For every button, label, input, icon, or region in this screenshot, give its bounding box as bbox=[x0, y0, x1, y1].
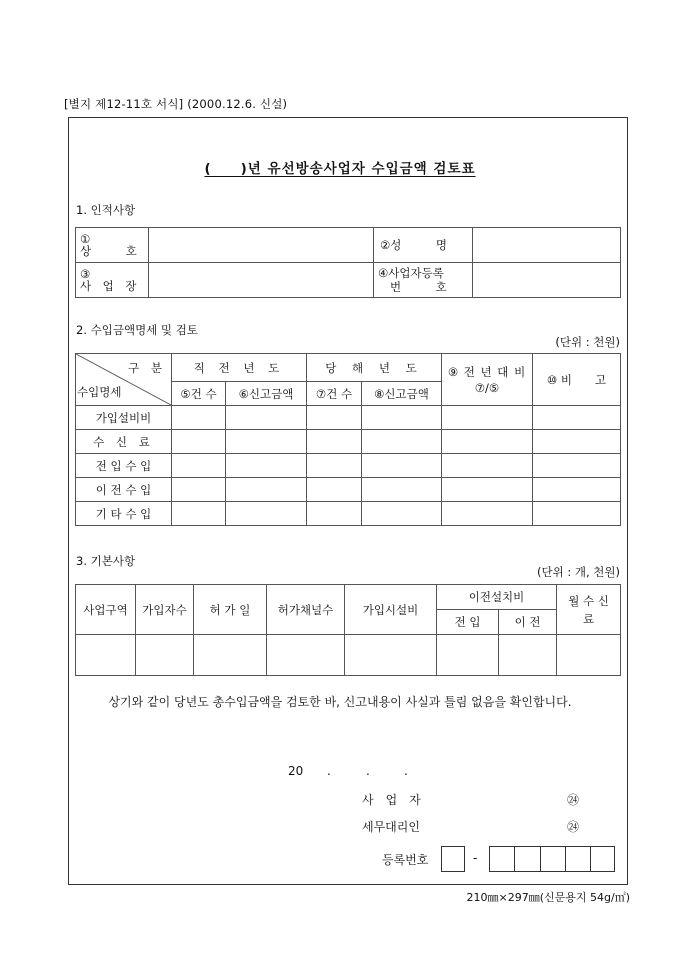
date-dot: . bbox=[327, 764, 331, 778]
subheader-curr-amount: ⑧신고금액 bbox=[362, 382, 442, 406]
reg-number-box[interactable] bbox=[489, 846, 515, 872]
basic-info-table bbox=[75, 584, 621, 676]
label-owner-name: ②성 명 bbox=[374, 228, 473, 263]
input-cell[interactable] bbox=[533, 406, 621, 430]
subheader-transfer-in: 전 입 bbox=[437, 610, 499, 635]
subheader-curr-count: ⑦건 수 bbox=[307, 382, 362, 406]
corner-bottom-label: 수입명세 bbox=[77, 385, 122, 399]
date-dot: . bbox=[404, 764, 408, 778]
table-row bbox=[76, 635, 621, 676]
date-dot: . bbox=[366, 764, 370, 778]
header-subscribers: 가입자수 bbox=[136, 585, 194, 635]
reg-number-label: 등록번호 bbox=[382, 853, 429, 867]
input-cell[interactable] bbox=[226, 478, 307, 502]
section3-unit: (단위 : 개, 천원) bbox=[536, 565, 620, 579]
header-yoy-ratio bbox=[442, 354, 533, 406]
input-cell[interactable] bbox=[172, 502, 226, 526]
paper-spec-footer: 210㎜×297㎜(신문용지 54g/㎡) bbox=[466, 891, 630, 904]
label-text: 사 업 장 bbox=[80, 279, 137, 293]
row-label: 이 전 수 입 bbox=[76, 478, 172, 502]
header-text: 료 bbox=[582, 611, 595, 626]
label-text: ④사업자등록 bbox=[378, 266, 444, 280]
label-text: 상 호 bbox=[80, 244, 137, 258]
input-cell[interactable] bbox=[226, 502, 307, 526]
header-current-year: 당 해 년 도 bbox=[307, 354, 442, 382]
input-cell[interactable] bbox=[307, 478, 362, 502]
input-cell[interactable] bbox=[442, 454, 533, 478]
input-cell[interactable] bbox=[362, 430, 442, 454]
header-text: ⑦/⑤ bbox=[474, 380, 500, 395]
corner-top-label: 구 분 bbox=[128, 361, 166, 375]
header-transfer-install-fee: 이전설치비 bbox=[437, 585, 557, 610]
input-cell[interactable] bbox=[307, 430, 362, 454]
input-cell[interactable] bbox=[172, 406, 226, 430]
input-cell[interactable] bbox=[533, 478, 621, 502]
input-cell[interactable] bbox=[362, 502, 442, 526]
table-row bbox=[76, 454, 621, 478]
section2-heading: 2. 수입금액명세 및 검토 bbox=[76, 323, 198, 337]
header-permit-date: 허 가 일 bbox=[194, 585, 267, 635]
header-permit-channels: 허가채널수 bbox=[267, 585, 345, 635]
header-monthly-fee bbox=[557, 585, 621, 635]
seal-mark[interactable]: ㉔ bbox=[567, 820, 580, 834]
input-cell[interactable] bbox=[226, 454, 307, 478]
reg-number-dash: - bbox=[473, 851, 478, 865]
table-header-row bbox=[76, 354, 621, 382]
input-cell[interactable] bbox=[172, 478, 226, 502]
input-cell[interactable] bbox=[533, 430, 621, 454]
input-cell[interactable] bbox=[533, 502, 621, 526]
form-title bbox=[0, 157, 680, 177]
input-cell[interactable] bbox=[267, 635, 345, 676]
table-row bbox=[76, 478, 621, 502]
input-cell[interactable] bbox=[226, 430, 307, 454]
table-row bbox=[76, 430, 621, 454]
corner-header-cell bbox=[76, 354, 172, 406]
tax-agent-label: 세무대리인 bbox=[362, 820, 420, 834]
input-cell[interactable] bbox=[557, 635, 621, 676]
header-subscription-fee: 가입시설비 bbox=[345, 585, 437, 635]
section3-heading: 3. 기본사항 bbox=[76, 554, 136, 568]
header-remarks: ⑩ 비 고 bbox=[533, 354, 621, 406]
input-cell[interactable] bbox=[362, 406, 442, 430]
reg-number-box[interactable] bbox=[514, 846, 541, 872]
circled-number: ① bbox=[80, 232, 91, 246]
reg-number-box[interactable] bbox=[540, 846, 566, 872]
label-company-name bbox=[76, 228, 149, 263]
header-service-area: 사업구역 bbox=[76, 585, 136, 635]
input-cell[interactable] bbox=[362, 478, 442, 502]
section2-unit: (단위 : 천원) bbox=[555, 335, 620, 349]
reg-number-box[interactable] bbox=[441, 846, 465, 872]
subheader-prev-amount: ⑥신고금액 bbox=[226, 382, 307, 406]
table-row bbox=[76, 228, 621, 263]
row-label: 기 타 수 입 bbox=[76, 502, 172, 526]
input-cell[interactable] bbox=[172, 454, 226, 478]
date-prefix: 20 bbox=[288, 764, 304, 778]
row-label: 전 입 수 입 bbox=[76, 454, 172, 478]
input-cell[interactable] bbox=[307, 502, 362, 526]
input-cell[interactable] bbox=[76, 635, 136, 676]
input-cell[interactable] bbox=[499, 635, 557, 676]
section1-heading: 1. 인적사항 bbox=[76, 203, 136, 217]
personal-info-table bbox=[75, 227, 621, 298]
input-cell[interactable] bbox=[442, 502, 533, 526]
row-label: 수 신 료 bbox=[76, 430, 172, 454]
table-header-row bbox=[76, 585, 621, 610]
header-text: 월 수 신 bbox=[568, 593, 609, 608]
label-text: 번 호 bbox=[390, 280, 447, 294]
input-cell[interactable] bbox=[533, 454, 621, 478]
confirmation-statement: 상기와 같이 당년도 총수입금액을 검토한 바, 신고내용이 사실과 틀림 없음을 확인합니다. bbox=[108, 695, 572, 709]
row-label: 가입설비비 bbox=[76, 406, 172, 430]
business-owner-label: 사 업 자 bbox=[362, 793, 421, 807]
reg-number-box[interactable] bbox=[565, 846, 591, 872]
form-title-text: ( )년 유선방송사업자 수입금액 검토표 bbox=[204, 161, 476, 177]
table-row bbox=[76, 406, 621, 430]
label-business-reg-no bbox=[374, 263, 473, 298]
subheader-prev-count: ⑤건 수 bbox=[172, 382, 226, 406]
input-cell[interactable] bbox=[442, 478, 533, 502]
form-header-note: [별지 제12-11호 서식] (2000.12.6. 신설) bbox=[64, 97, 288, 111]
input-cell[interactable] bbox=[362, 454, 442, 478]
input-cell[interactable] bbox=[437, 635, 499, 676]
header-text: ⑨ 전 년 대 비 bbox=[447, 364, 527, 379]
company-name-field[interactable] bbox=[149, 228, 374, 263]
owner-name-field[interactable] bbox=[473, 228, 621, 263]
header-prev-year: 직 전 년 도 bbox=[172, 354, 307, 382]
input-cell[interactable] bbox=[345, 635, 437, 676]
reg-number-box[interactable] bbox=[590, 846, 615, 872]
table-row bbox=[76, 502, 621, 526]
input-cell[interactable] bbox=[307, 406, 362, 430]
business-reg-no-field[interactable] bbox=[473, 263, 621, 298]
input-cell[interactable] bbox=[307, 454, 362, 478]
input-cell[interactable] bbox=[442, 430, 533, 454]
income-review-table bbox=[75, 353, 621, 526]
circled-number: ③ bbox=[80, 267, 91, 281]
input-cell[interactable] bbox=[194, 635, 267, 676]
input-cell[interactable] bbox=[136, 635, 194, 676]
input-cell[interactable] bbox=[172, 430, 226, 454]
seal-mark[interactable]: ㉔ bbox=[567, 793, 580, 807]
table-row bbox=[76, 263, 621, 298]
business-place-field[interactable] bbox=[149, 263, 374, 298]
input-cell[interactable] bbox=[442, 406, 533, 430]
input-cell[interactable] bbox=[226, 406, 307, 430]
subheader-transfer-out: 이 전 bbox=[499, 610, 557, 635]
label-business-place bbox=[76, 263, 149, 298]
